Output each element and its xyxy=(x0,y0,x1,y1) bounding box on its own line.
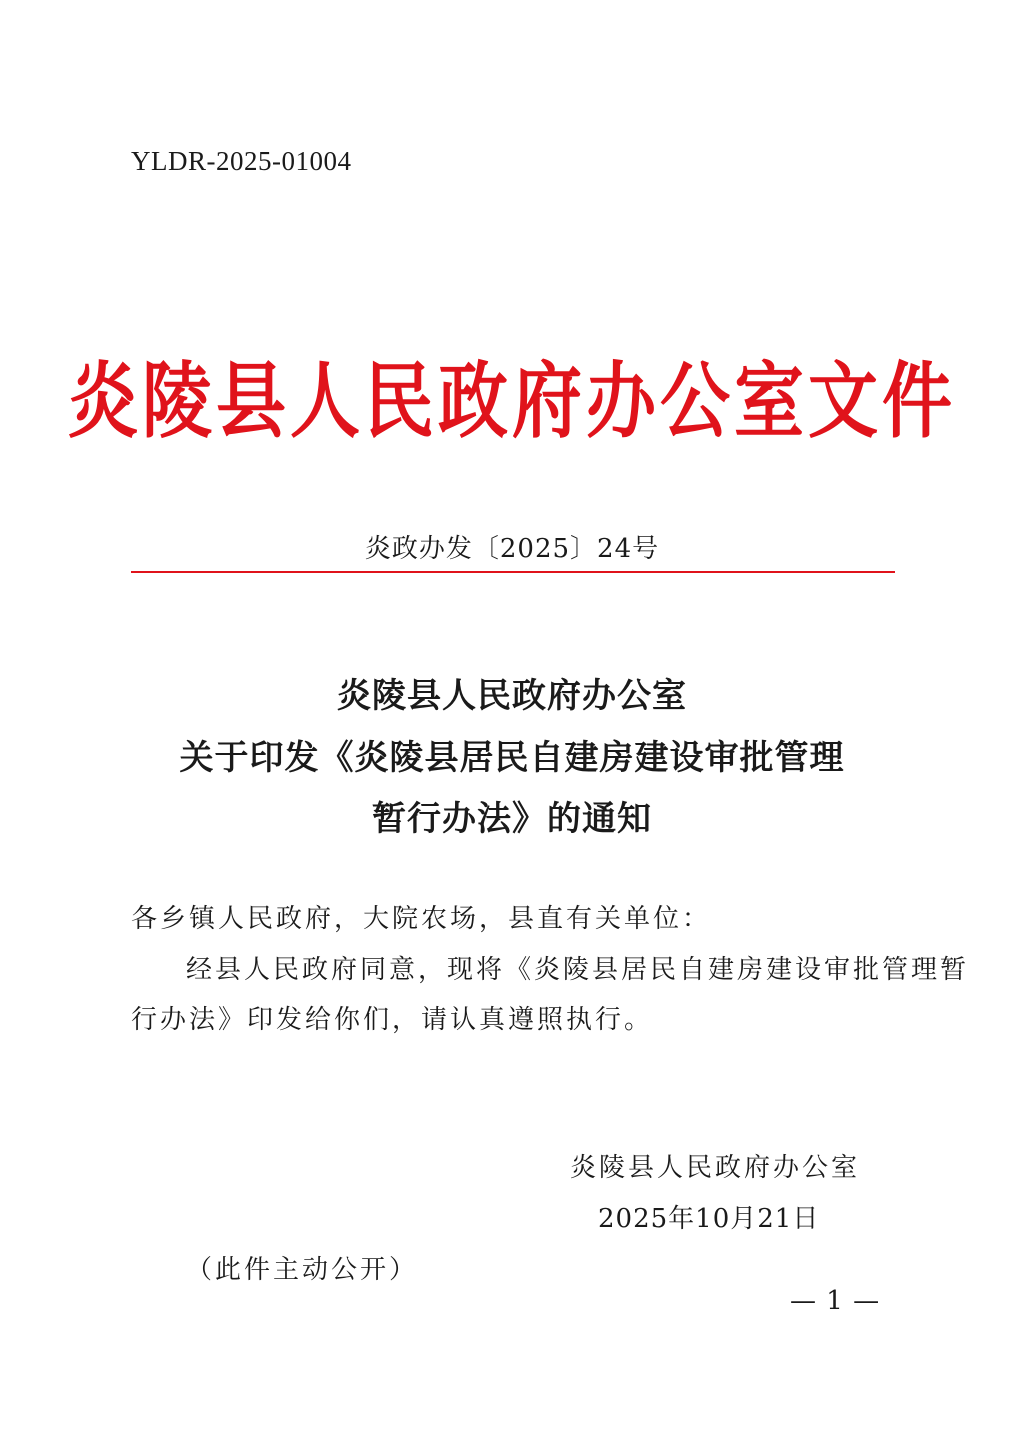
red-divider-line xyxy=(131,571,895,573)
disclosure-note: （此件主动公开） xyxy=(186,1255,419,1285)
addressee: 各乡镇人民政府，大院农场，县直有关单位： xyxy=(131,904,712,934)
document-title-line-2: 关于印发《炎陵县居民自建房建设审批管理 xyxy=(179,738,845,778)
document-code: YLDR-2025-01004 xyxy=(131,146,352,176)
page-number: — 1 — xyxy=(790,1286,881,1316)
body-paragraph-line-2: 行办法》印发给你们，请认真遵照执行。 xyxy=(131,1005,654,1035)
document-number: 炎政办发〔2025〕24号 xyxy=(364,534,660,564)
document-title-line-3: 暂行办法》的通知 xyxy=(372,799,652,839)
body-paragraph-line-1: 经县人民政府同意，现将《炎陵县居民自建房建设审批管理暂 xyxy=(186,955,970,985)
issuing-office: 炎陵县人民政府办公室 xyxy=(570,1153,861,1183)
document-masthead: 炎陵县人民政府办公室文件 xyxy=(68,351,956,450)
document-title-line-1: 炎陵县人民政府办公室 xyxy=(337,676,687,716)
issue-date: 2025年10月21日 xyxy=(598,1204,820,1234)
